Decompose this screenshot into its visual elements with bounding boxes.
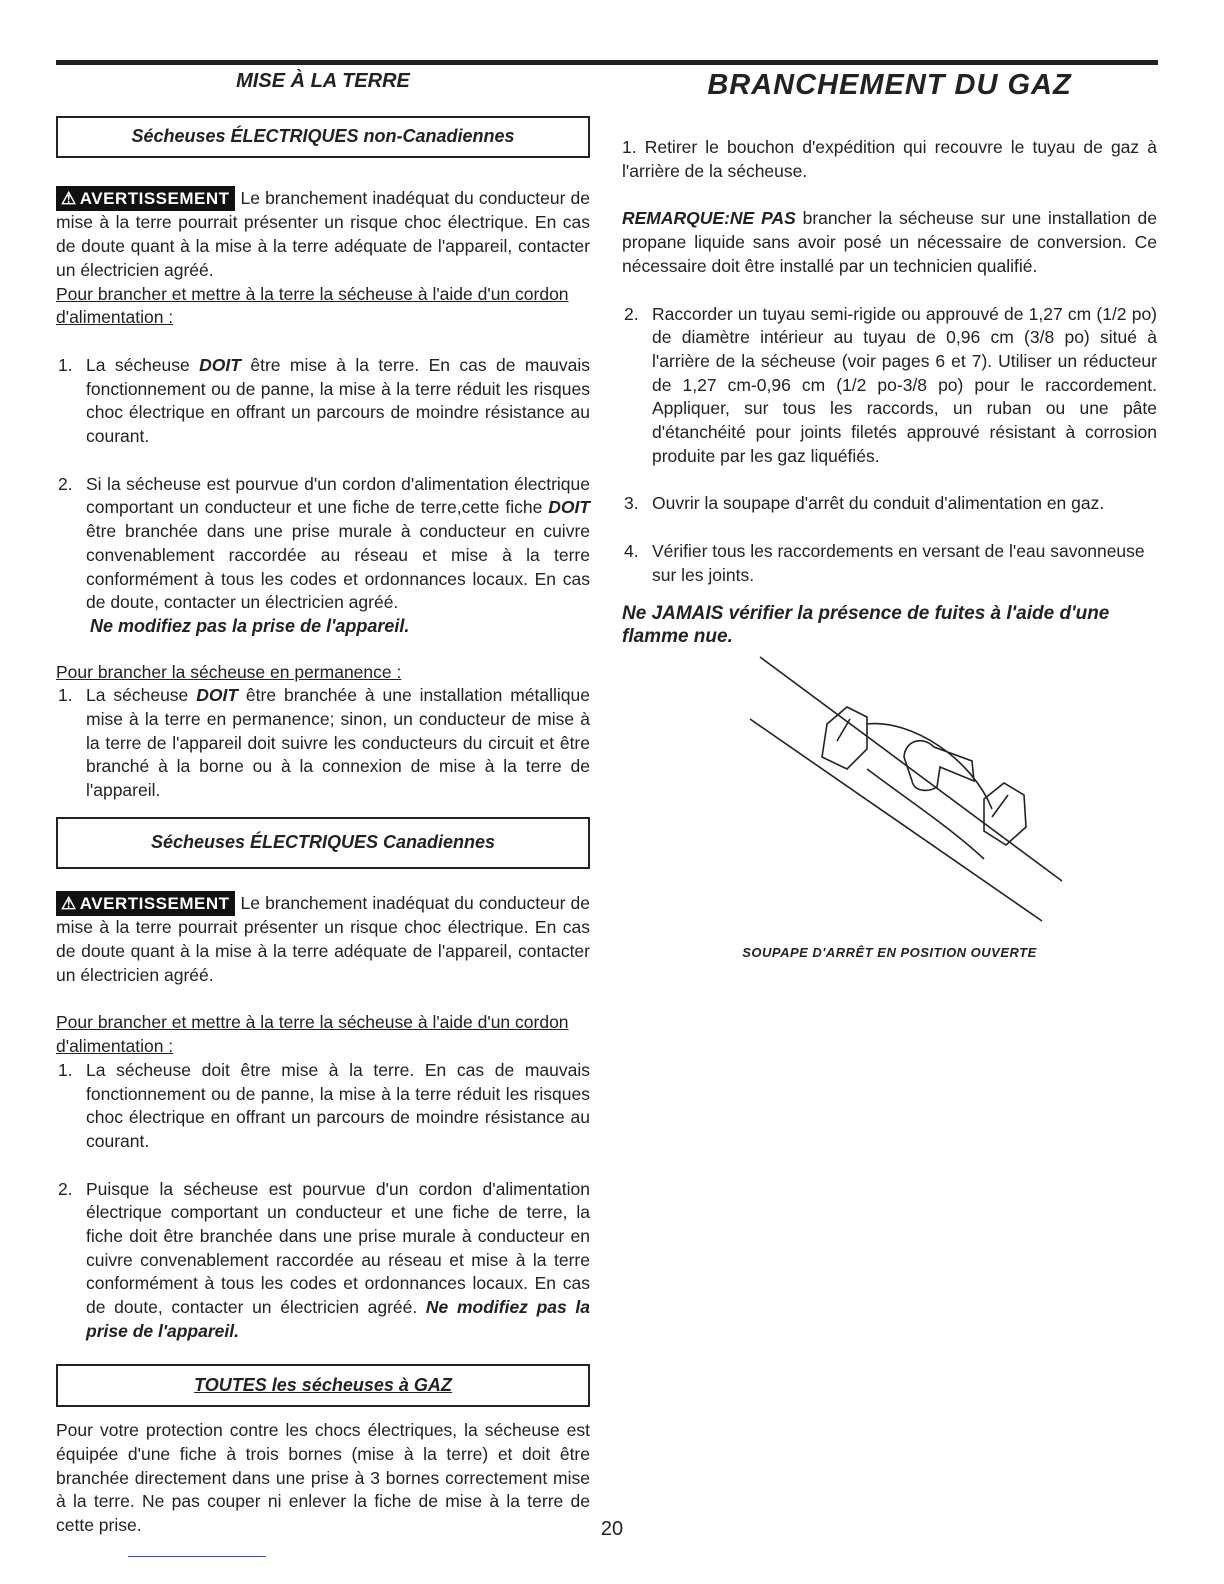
- warning-paragraph-1: ⚠ AVERTISSEMENT Le branchement inadéquat du conducteur de mise à la terre pourrait présenter un risque choc électrique. En cas de doute quant à la mise à la terre adéquate de l'appareil, contacter un électricien agréé.: [56, 187, 590, 280]
- list-item: 2. Raccorder un tuyau semi-rigide ou approuvé de 1,27 cm (1/2 po) de diamètre intérieur au tuyau de 0,96 cm (3/8 po) situé à l'arrière de la sécheuse (voir pages 6 et 7). Utiliser un réducteur de 1,27 cm-0,96 cm (1/2 po-3/8 po) pour le raccordement. Appliquer, sur tous les raccords, un ruban ou une pâte d'étanchéité pour joints filetés approuvé résistant à corrosion produite par les gaz liquéfiés.: [624, 303, 1157, 466]
- subheading-cord-2: Pour brancher et mettre à la terre la sécheuse à l'aide d'un cordon d'alimentation :: [56, 1012, 569, 1057]
- shutoff-valve-illustration: [622, 649, 1157, 939]
- list-item: 2. Puisque la sécheuse est pourvue d'un cordon d'alimentation électrique comportant un conducteur et une fiche de terre, la fiche doit être branchée dans une prise murale à conducteur en cuivre convenablement raccordée au réseau et mise à la terre conformément à tous les codes et ordonnances locaux. En cas de doute, contacter un électricien agréé. Ne modifiez pas la prise de l'appareil.: [58, 1178, 590, 1341]
- page-number: 20: [600, 1518, 624, 1540]
- list-item: 1. La sécheuse DOIT être branchée à une installation métallique mise à la terre en permanence; sinon, un conducteur de mise à la terre de l'appareil doit suivre les conducteurs du circuit et être branché à la borne ou à la connexion de mise à la terre de l'appareil.: [58, 685, 590, 801]
- warning-triangle-icon: ⚠: [61, 188, 77, 208]
- top-rule: [56, 60, 1158, 65]
- list-item: 1. La sécheuse DOIT être mise à la terre. En cas de mauvais fonctionnement ou de panne, la mise à la terre réduit les risques choc électrique en offrant un parcours de moindre résistance au courant.: [58, 354, 590, 447]
- footer-rule: [128, 1556, 266, 1557]
- list-item: 2. Si la sécheuse est pourvue d'un cordon d'alimentation électrique comportant un conducteur et une fiche de terre,cette fiche DOIT être branchée dans une prise murale à conducteur en cuivre convenablement raccordée au réseau et mise à la terre conformément à tous les codes et ordonnances locaux. En cas de doute, contacter un électricien agréé.: [58, 473, 590, 613]
- warning-paragraph-2: ⚠ AVERTISSEMENT Le branchement inadéquat du conducteur de mise à la terre pourrait présenter un risque choc électrique. En cas de doute quant à la mise à la terre adéquate de l'appareil, contacter un électricien agréé.: [56, 892, 590, 985]
- left-column: [56, 66, 590, 1538]
- do-not-modify-note: Ne modifiez pas la prise de l'appareil.: [90, 615, 410, 636]
- box-heading-gas: TOUTES les sécheuses à GAZ: [56, 1364, 590, 1408]
- open-flame-caution: Ne JAMAIS vérifier la présence de fuites à l'aide d'une flamme nue.: [622, 602, 1110, 648]
- subheading-cord: Pour brancher et mettre à la terre la sécheuse à l'aide d'un cordon d'alimentation :: [56, 283, 569, 328]
- gas-dryer-paragraph: Pour votre protection contre les chocs électriques, la sécheuse est équipée d'une fiche à trois bornes (mise à la terre) et doit être branchée directement dans une prise à 3 bornes correctement mise à la terre. Ne pas couper ni enlever la fiche de mise à la terre de cette prise.: [56, 1420, 590, 1536]
- warning-badge: ⚠ AVERTISSEMENT: [56, 186, 235, 212]
- warning-triangle-icon: ⚠: [61, 893, 77, 913]
- gas-connection-heading: BRANCHEMENT DU GAZ: [707, 69, 1072, 101]
- list-item: 4. Vérifier tous les raccordements en versant de l'eau savonneuse sur les joints.: [624, 541, 1145, 585]
- list-item: 1. La sécheuse doit être mise à la terre. En cas de mauvais fonctionnement ou de panne, la mise à la terre réduit les risques choc électrique en offrant un parcours de moindre résistance au courant.: [58, 1059, 590, 1151]
- gas-steps: [622, 303, 1157, 588]
- grounding-heading: MISE À LA TERRE: [236, 70, 410, 92]
- box-heading-non-canadian: Sécheuses ÉLECTRIQUES non-Canadiennes: [56, 116, 590, 158]
- box-heading-canadian: Sécheuses ÉLECTRIQUES Canadiennes: [56, 817, 590, 869]
- cord-list: [56, 354, 590, 615]
- list-item: 3. Ouvrir la soupape d'arrêt du conduit d'alimentation en gaz.: [624, 493, 1105, 514]
- figure-caption: SOUPAPE D'ARRÊT EN POSITION OUVERTE: [742, 944, 1037, 960]
- permanent-list: [56, 684, 590, 803]
- gas-step-1: [622, 136, 1157, 183]
- right-column: [622, 66, 1157, 965]
- list-item: 1. Retirer le bouchon d'expédition qui recouvre le tuyau de gaz à l'arrière de la sécheuse.: [622, 137, 1157, 181]
- warning-badge: ⚠ AVERTISSEMENT: [56, 891, 235, 917]
- remark-paragraph: REMARQUE:NE PAS brancher la sécheuse sur une installation de propane liquide sans avoir posé un nécessaire de conversion. Ce nécessaire doit être installé par un technicien qualifié.: [622, 208, 1157, 276]
- subheading-permanent: Pour brancher la sécheuse en permanence :: [56, 661, 402, 682]
- canadian-list: [56, 1059, 590, 1344]
